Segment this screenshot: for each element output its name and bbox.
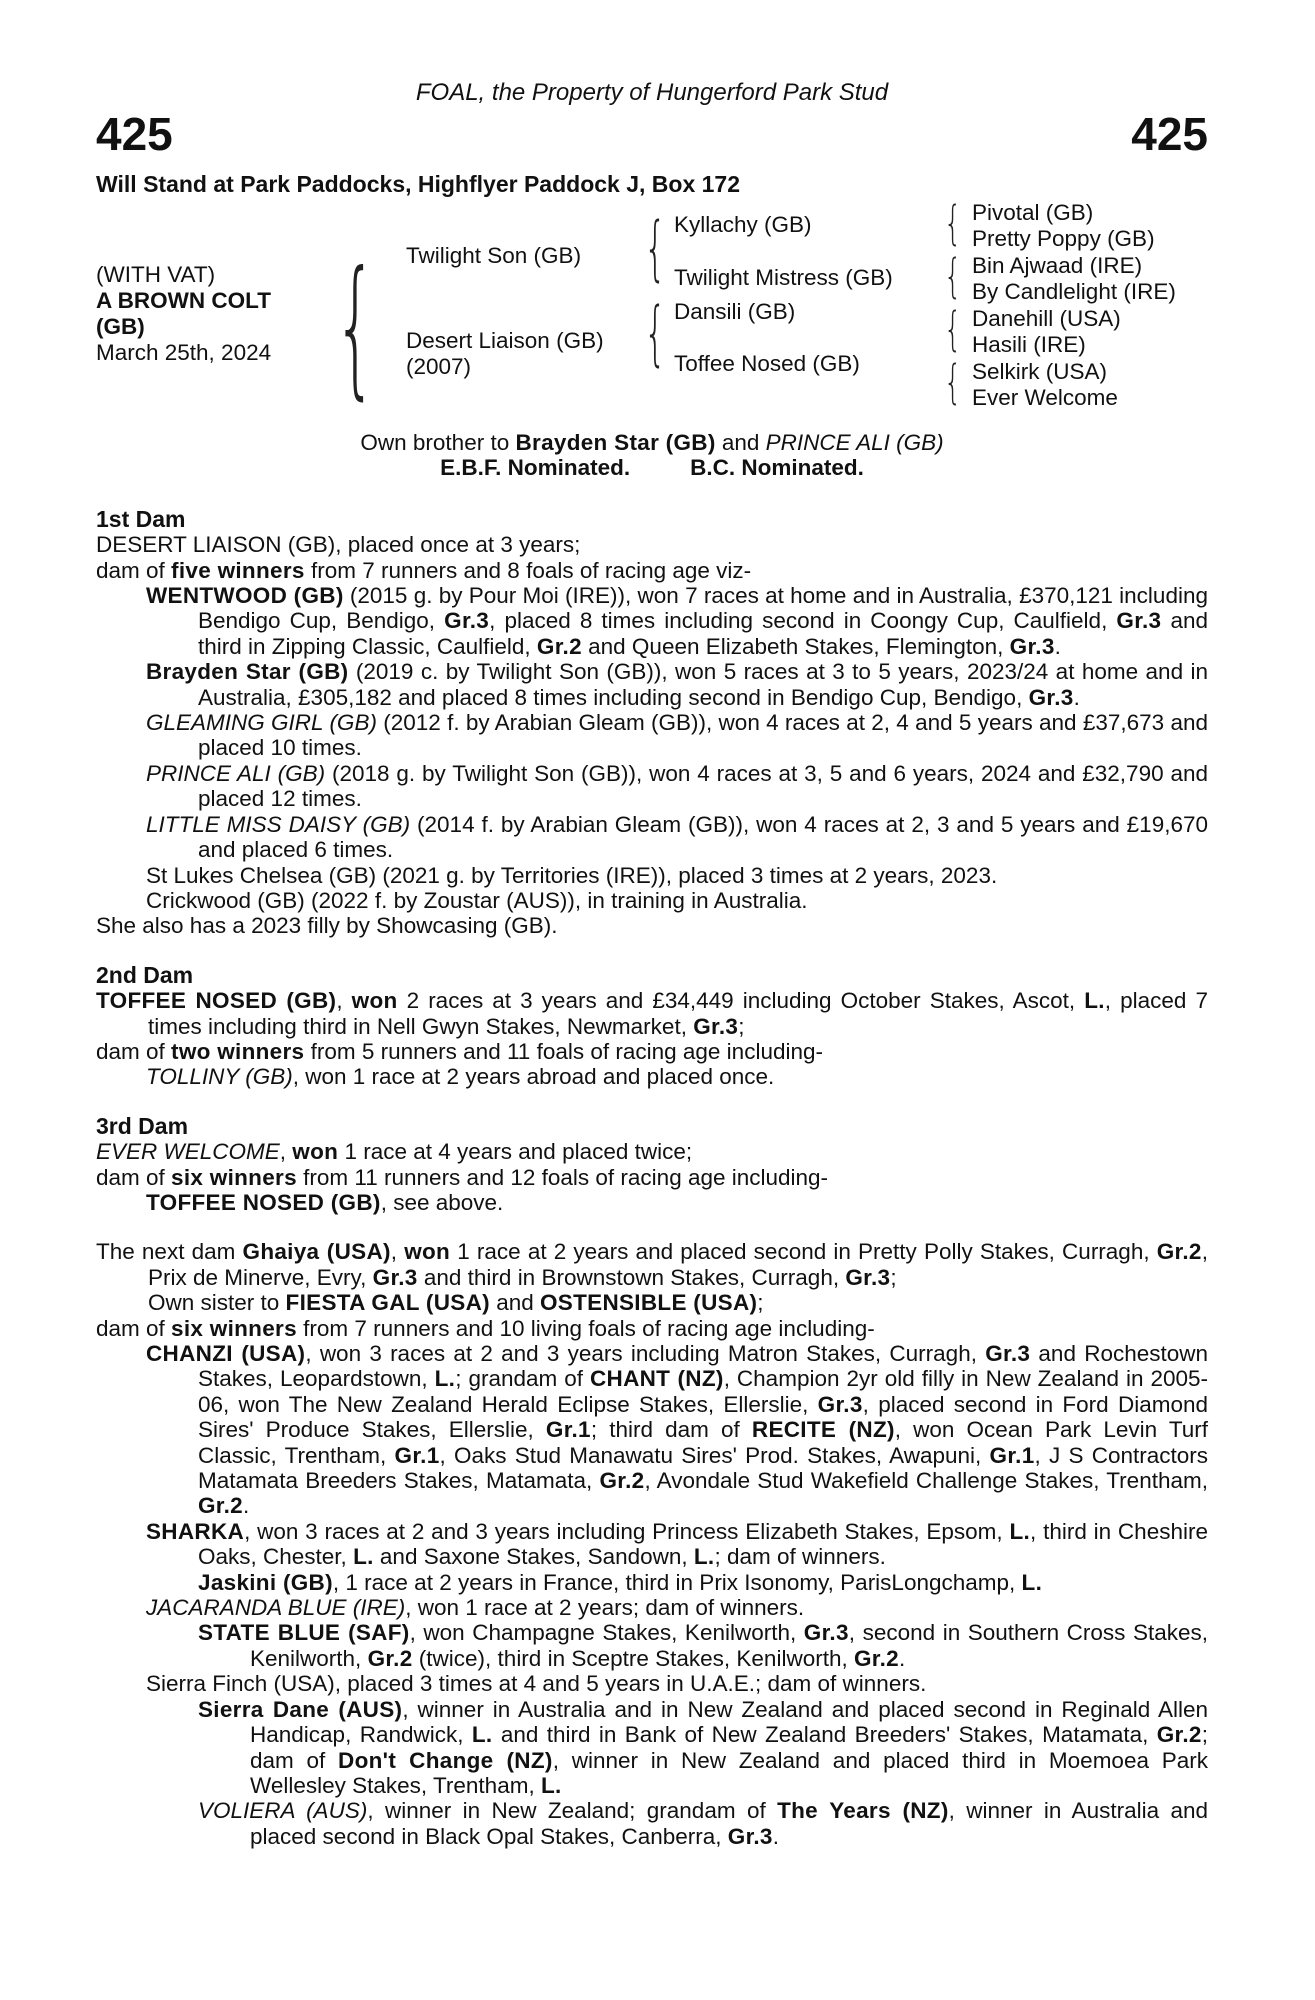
dam-year: (2007) [406,354,472,379]
brace-icon: { [334,240,377,414]
brace-icon: { [644,207,667,289]
also-has-line: She also has a 2023 filly by Showcasing (GB). [96,913,558,939]
pedigree-g2: Pretty Poppy (GB) [972,226,1155,251]
dam-produce-line: dam of six winners from 7 runners and 10 living foals of racing age including- [96,1315,875,1341]
brace-icon: { [944,196,962,250]
dam-produce-line: dam of five winners from 7 runners and 8 foals of racing age viz- [96,557,752,583]
brace-icon: { [944,355,962,409]
produce-entry: JACARANDA BLUE (IRE), won 1 race at 2 years; dam of winners. [146,1595,805,1621]
dam-produce-line: dam of two winners from 5 runners and 11 foals of racing age including- [96,1038,823,1064]
page-header [96,80,1208,210]
dam-line: TOFFEE NOSED (GB), won 2 races at 3 years and £34,449 including October Stakes, Ascot, L., placed 7 times including third in Nell Gwyn Stakes, Newmarket, Gr.3; [96,988,1208,1039]
produce-entry: LITTLE MISS DAISY (GB) (2014 f. by Arabian Gleam (GB)), won 4 races at 2, 3 and 5 years and £19,670 and placed 6 times. [146,811,1208,863]
produce-entry: STATE BLUE (SAF), won Champagne Stakes, Kenilworth, Gr.3, second in Southern Cross Stakes, Kenilworth, Gr.2 (twice), third in Sceptre Stakes, Kenilworth, Gr.2. [198,1620,1208,1671]
produce-entry: WENTWOOD (GB) (2015 g. by Pour Moi (IRE)), won 7 races at home and in Australia, £370,121 including Bendigo Cup, Bendigo, Gr.3, placed 8 times including second in Coongy Cup, Caulfield, Gr.3 and third in Zipping Classic, Caulfield, Gr.2 and Queen Elizabeth Stakes, Flemington, Gr.3. [146,583,1208,659]
produce-entry: Brayden Star (GB) (2019 c. by Twilight Son (GB)), won 5 races at 3 to 5 years, 2023/24 at home and in Australia, £305,182 and placed 8 times including second in Bendigo Cup, Bendigo, Gr.3. [146,659,1209,710]
produce-entry: TOFFEE NOSED (GB), see above. [146,1189,504,1215]
pedigree-g7: Selkirk (USA) [972,359,1108,384]
pedigree-g8: Ever Welcome [972,385,1118,410]
pedigree-g6: Hasili (IRE) [972,332,1086,357]
lot-description: A BROWN COLT [96,288,271,313]
brace-icon: { [944,249,962,303]
brace-icon: { [644,292,667,374]
lot-number-right: 425 [1131,108,1208,160]
produce-entry: St Lukes Chelsea (GB) (2021 g. by Territories (IRE)), placed 3 times at 2 years, 2023. [146,862,998,888]
nomination-notes [96,430,1208,481]
lot-vat: (WITH VAT) [96,262,216,287]
own-brother-line: Own brother to Brayden Star (GB) and PRINCE ALI (GB) [360,430,944,455]
sire-sire: Kyllachy (GB) [674,212,812,237]
next-dam-section [96,1239,1208,1849]
produce-entry: GLEAMING GIRL (GB) (2012 f. by Arabian Gleam (GB)), won 4 races at 2, 4 and 5 years and £37,673 and placed 10 times. [146,710,1208,761]
produce-entry: Sierra Finch (USA), placed 3 times at 4 and 5 years in U.A.E.; dam of winners. [146,1671,927,1697]
produce-entry: VOLIERA (AUS), winner in New Zealand; grandam of The Years (NZ), winner in Australia and placed second in Black Opal Stakes, Canberra, Gr.3. [198,1798,1209,1849]
catalogue-page [96,80,1208,1849]
page-title: FOAL, the Property of Hungerford Park Stud [415,79,889,106]
pedigree-g4: By Candlelight (IRE) [972,279,1176,304]
produce-entry: Sierra Dane (AUS), winner in Australia and in New Zealand and placed second in Reginald Allen Handicap, Randwick, L. and third in Bank of New Zealand Breeders' Stakes, Matamata, Gr.2; dam of Don't Change (NZ), winner in New Zealand and placed third in Moemoea Park Wellesley Stakes, Trentham, L. [198,1696,1208,1798]
dam-line: The next dam Ghaiya (USA), won 1 race at 2 years and placed second in Pretty Polly Stakes, Curragh, Gr.2, Prix de Minerve, Evry, Gr.3 and third in Brownstown Stakes, Curragh, Gr.3; [96,1239,1208,1290]
pedigree-table [96,196,1208,430]
ebf-nominated: E.B.F. Nominated. [440,455,631,481]
own-sister-line: Own sister to FIESTA GAL (USA) and OSTENSIBLE (USA); [148,1290,764,1316]
pedigree-g3: Bin Ajwaad (IRE) [972,253,1143,278]
third-dam-section [96,1114,1208,1216]
dam-dam: Toffee Nosed (GB) [674,351,860,376]
lot-number-left: 425 [96,108,173,160]
bc-nominated: B.C. Nominated. [690,455,864,481]
produce-entry: TOLLINY (GB), won 1 race at 2 years abroad and placed once. [146,1064,775,1090]
pedigree-g1: Pivotal (GB) [972,200,1094,225]
first-dam-section [96,507,1208,939]
pedigree-g5: Danehill (USA) [972,306,1121,331]
produce-entry: Crickwood (GB) (2022 f. by Zoustar (AUS)), in training in Australia. [146,887,808,913]
dam: Desert Liaison (GB) [406,328,604,353]
produce-entry: SHARKA, won 3 races at 2 and 3 years including Princess Elizabeth Stakes, Epsom, L., third in Cheshire Oaks, Chester, L. and Saxone Stakes, Sandown, L.; dam of winners. [146,1518,1208,1570]
produce-entry: Jaskini (GB), 1 race at 2 years in France, third in Prix Isonomy, ParisLongchamp, L. [198,1569,1043,1595]
sire-dam: Twilight Mistress (GB) [674,265,893,290]
dam-sire: Dansili (GB) [674,299,796,324]
produce-entry: CHANZI (USA), won 3 races at 2 and 3 years including Matron Stakes, Curragh, Gr.3 and Rochestown Stakes, Leopardstown, L.; grandam of CHANT (NZ), Champion 2yr old filly in New Zealand in 2005-06, won The New Zealand Herald Eclipse Stakes, Ellerslie, Gr.3, placed second in Ford Diamond Sires' Produce Stakes, Ellerslie, Gr.1; third dam of RECITE (NZ), won Ocean Park Levin Turf Classic, Trentham, Gr.1, Oaks Stud Manawatu Sires' Prod. Stakes, Awapuni, Gr.1, J S Contractors Matamata Breeders Stakes, Matamata, Gr.2, Avondale Stud Wakefield Challenge Stakes, Trentham, Gr.2. [146,1341,1209,1519]
dam-line: DESERT LIAISON (GB), placed once at 3 years; [96,532,581,558]
sire: Twilight Son (GB) [406,243,582,268]
dam-produce-line: dam of six winners from 11 runners and 12 foals of racing age including- [96,1164,829,1190]
section-title: 3rd Dam [96,1112,189,1139]
lot-foaled-date: March 25th, 2024 [96,340,272,365]
section-title: 2nd Dam [96,961,194,988]
stand-location: Will Stand at Park Paddocks, Highflyer Paddock J, Box 172 [96,171,740,197]
nominations [96,455,1208,480]
lot-description-country: (GB) [96,314,145,339]
second-dam-section [96,963,1208,1090]
section-title: 1st Dam [96,505,186,532]
dam-line: EVER WELCOME, won 1 race at 4 years and placed twice; [96,1139,693,1165]
produce-entry: PRINCE ALI (GB) (2018 g. by Twilight Son (GB)), won 4 races at 3, 5 and 6 years, 2024 and £32,790 and placed 12 times. [146,760,1208,812]
brace-icon: { [944,302,962,356]
